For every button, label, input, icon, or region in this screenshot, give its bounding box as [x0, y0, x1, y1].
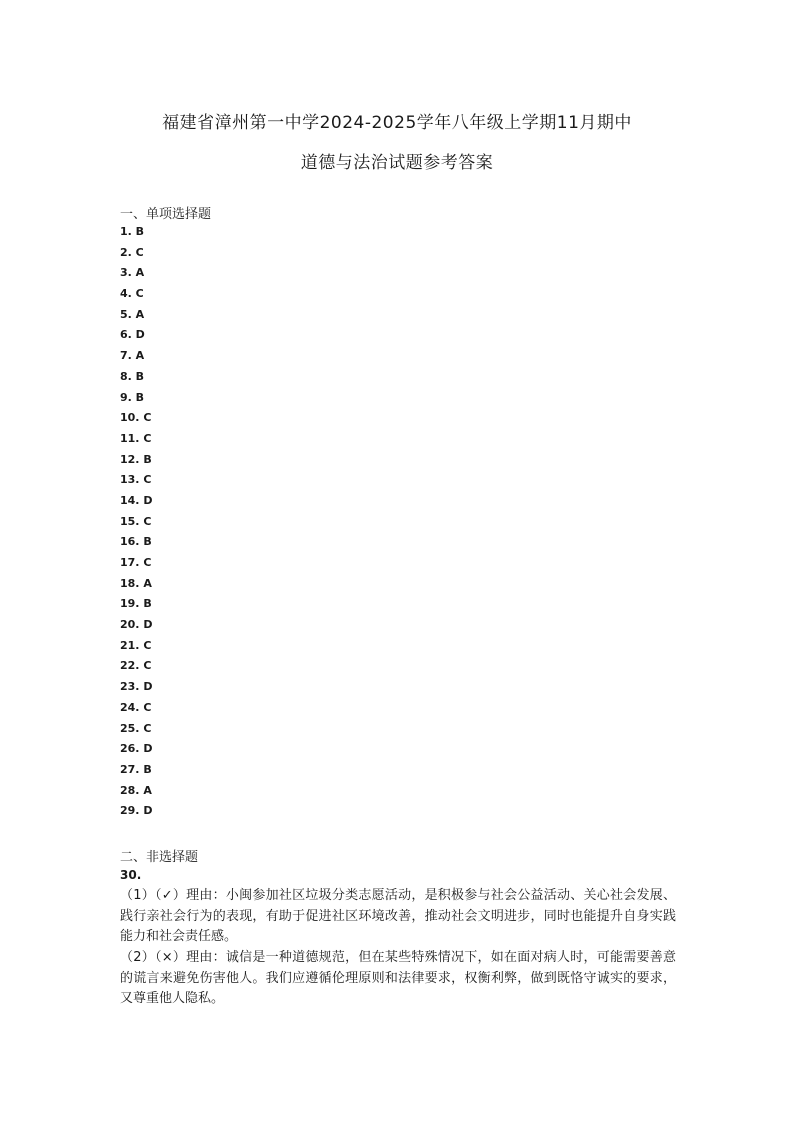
answer-paragraph-1: （1）（✓）理由：小闽参加社区垃圾分类志愿活动，是积极参与社会公益活动、关心社会发展、践行亲社会行为的表现，有助于促进社区环境改善，推动社会文明进步，同时也能提升自身实践能力和社会责任感。 [120, 888, 676, 944]
section-heading-non-choice: 二、非选择题 [120, 850, 199, 865]
answer-item: 26. D [120, 742, 153, 756]
answer-item: 13. C [120, 473, 152, 487]
answer-list [120, 222, 152, 822]
answer-item: 25. C [120, 721, 152, 735]
answer-item: 22. C [120, 659, 152, 673]
answer-item: 6. D [120, 328, 145, 342]
answer-item: 10. C [120, 411, 152, 425]
answer-item: 11. C [120, 431, 152, 445]
answer-item: 20. D [120, 618, 153, 632]
answer-item: 5. A [120, 307, 145, 321]
answer-item: 14. D [120, 493, 153, 507]
answer-item: 27. B [120, 762, 152, 776]
answer-item: 18. A [120, 576, 152, 590]
answer-item: 19. B [120, 597, 152, 611]
answer-item: 8. B [120, 369, 145, 383]
answer-item: 2. C [120, 245, 144, 259]
answer-item: 29. D [120, 804, 153, 818]
answer-item: 9. B [120, 390, 145, 404]
answer-item: 28. A [120, 783, 152, 797]
answer-item: 12. B [120, 452, 152, 466]
answer-item: 16. B [120, 535, 152, 549]
section-heading-multiple-choice: 一、单项选择题 [120, 207, 212, 222]
answer-item: 4. C [120, 287, 144, 301]
answer-paragraph-2: （2）（×）理由：诚信是一种道德规范，但在某些特殊情况下，如在面对病人时，可能需要善意的谎言来避免伤害他人。我们应遵循伦理原则和法律要求，权衡利弊，做到既恪守诚实的要求，又尊重他人隐私。 [120, 950, 676, 1006]
answer-item: 7. A [120, 349, 145, 363]
answer-item: 24. C [120, 700, 152, 714]
document-title-line-2: 道德与法治试题参考答案 [300, 153, 494, 173]
answer-item: 17. C [120, 556, 152, 569]
question-number: 30. [120, 868, 142, 882]
answer-item: 21. C [120, 638, 152, 652]
answer-item: 3. A [120, 266, 145, 280]
document-title-line-1: 福建省漳州第一中学2024-2025学年八年级上学期11月期中 [162, 113, 632, 133]
answer-item: 15. C [120, 514, 152, 528]
answer-item: 1. B [120, 225, 145, 238]
answer-item: 23. D [120, 680, 153, 694]
